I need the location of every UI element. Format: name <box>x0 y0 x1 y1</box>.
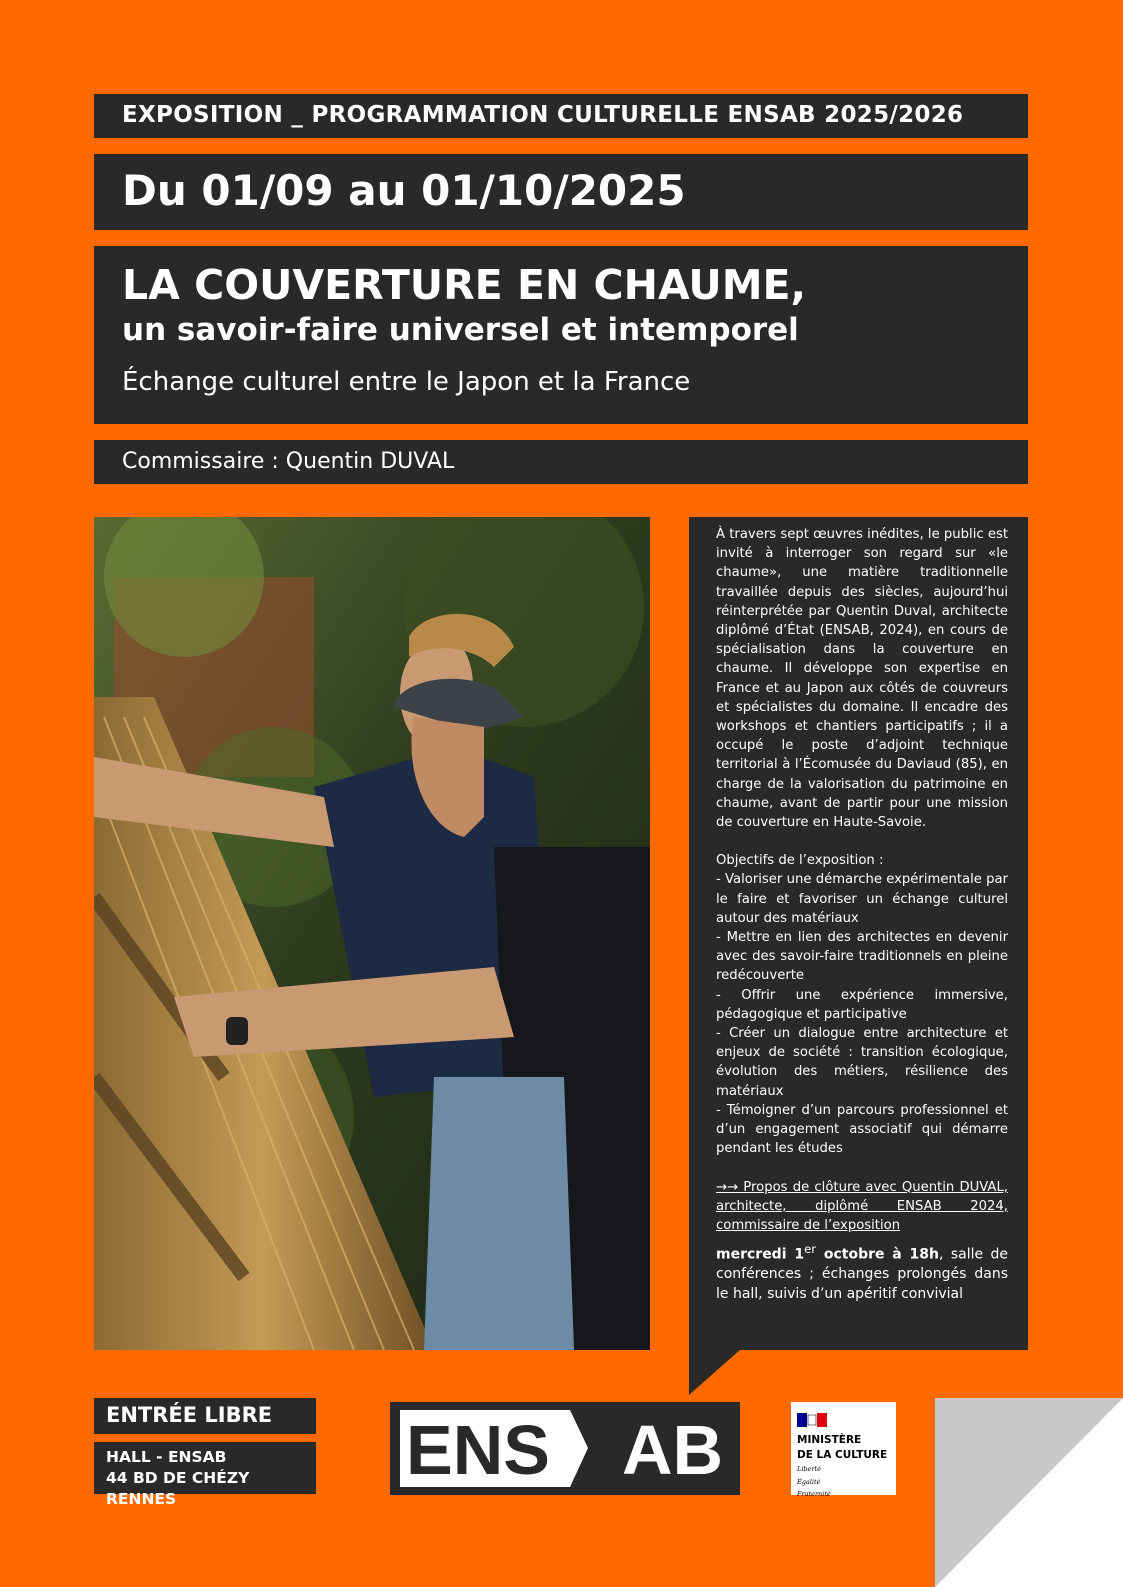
address-block <box>94 1442 316 1508</box>
ministry-name-2: DE LA CULTURE <box>797 1449 888 1461</box>
event-location: , salle de conférences ; échanges prolongés dans le hall, suivis d’un apéritif convivial <box>716 1246 1009 1302</box>
entry-text: ENTRÉE LIBRE <box>106 1403 273 1427</box>
marianne-icon <box>797 1413 827 1427</box>
objective-item: - Créer un dialogue entre architecture et enjeux de société : transition écologique, évolution des métiers, résilience des matériaux <box>716 1026 1008 1099</box>
description-panel <box>689 517 1028 1350</box>
address-line-1: HALL - ENSAB <box>106 1448 227 1466</box>
curator-banner <box>94 440 1028 484</box>
exhibition-tagline: Échange culturel entre le Japon et la France <box>122 367 691 397</box>
event-details <box>716 1240 1008 1304</box>
thatching-photo <box>94 517 650 1350</box>
objectives-heading: Objectifs de l’exposition : <box>716 853 884 869</box>
dates-banner <box>94 154 1028 230</box>
objective-item: - Offrir une expérience immersive, pédagogique et participative <box>716 987 1008 1022</box>
category-text: EXPOSITION _ PROGRAMMATION CULTURELLE ENSAB 2025/2026 <box>122 102 964 128</box>
ministry-logo <box>791 1402 896 1498</box>
title-block <box>94 246 1028 424</box>
ministry-name-1: MINISTÈRE <box>797 1434 862 1446</box>
entry-badge <box>94 1398 316 1434</box>
photo-illustration <box>94 517 650 1350</box>
objective-item: - Mettre en lien des architectes en devenir avec des savoir-faire traditionnels en pleine redécouverte <box>716 930 1008 984</box>
event-time: octobre à 18h <box>816 1246 940 1263</box>
ensab-logo-mark <box>390 1402 740 1495</box>
address-line-2: 44 BD DE CHÉZY RENNES <box>106 1469 250 1508</box>
objective-item: - Témoigner d’un parcours professionnel et d’un engagement associatif qui démarre pendant les études <box>716 1102 1008 1157</box>
dates-text: Du 01/09 au 01/10/2025 <box>122 166 686 215</box>
event-day-suffix: er <box>804 1242 817 1257</box>
logo-ab-text: AB <box>622 1411 724 1489</box>
closing-talk-link[interactable]: →→ Propos de clôture avec Quentin DUVAL, architecte, diplômé ENSAB 2024, commissaire de l’exposition <box>716 1179 1008 1233</box>
objective-item: - Valoriser une démarche expérimentale par le faire et favoriser un échange culturel autour des matériaux <box>716 872 1008 926</box>
folded-corner <box>935 1398 1123 1587</box>
intro-paragraph: À travers sept œuvres inédites, le public est invité à interroger son regard sur «le chaume», une matière traditionnelle travaillée depuis des siècles, aujourd’hui réinterprétée par Quentin Duval, architecte diplômé d’État (ENSAB, 2024), en cours de spécialisation dans la couverture en chaume. Il développe son expertise en France et au Japon aux côtés de couvreurs et spécialistes du domaine. Il encadre des workshops et chantiers participatifs ; il a occupé le poste d’adjoint technique territorial à l’Écomusée du Daviaud (85), en charge de la valorisation du patrimoine en chaume, avant de partir pour une mission de couverture en Haute-Savoie. <box>716 527 1008 831</box>
category-banner <box>94 94 1028 138</box>
motto-2: Égalité <box>797 1477 821 1486</box>
motto-1: Liberté <box>797 1465 821 1473</box>
speech-bubble-tail <box>689 1349 741 1395</box>
ensab-logo <box>390 1402 740 1495</box>
event-day: mercredi 1 <box>716 1246 805 1263</box>
logo-ens-text: ENS <box>406 1411 550 1489</box>
curator-text: Commissaire : Quentin DUVAL <box>122 449 455 474</box>
motto-3: Fraternité <box>797 1490 831 1498</box>
exhibition-subtitle: un savoir-faire universel et intemporel <box>122 312 799 348</box>
exhibition-title: LA COUVERTURE EN CHAUME, <box>122 261 807 309</box>
